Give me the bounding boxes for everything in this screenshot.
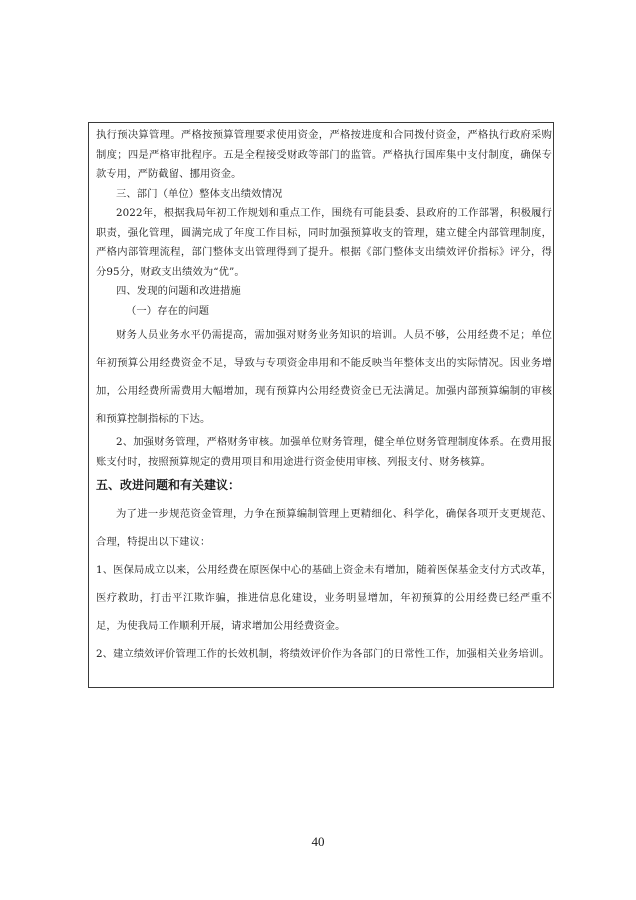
paragraph-problems: 财务人员业务水平仍需提高，需加强对财务业务知识的培训。人员不够，公用经费不足；单位年初预算公用经费资金不足，导致与专项资金串用和不能反映当年整体支出的实际情况。因业务增加，公用经费所需费用大幅增加，现有预算内公用经费资金已无法满足。加强内部预算编制的审核和预算控制指标的下达。 xyxy=(96,329,552,425)
document-body xyxy=(96,126,552,668)
paragraph-performance: 2022年，根据我局年初工作规划和重点工作，围绕有可能县委、县政府的工作部署，积极履行职责，强化管理，圆满完成了年度工作目标，同时加强预算收支的管理，建立健全内部管理制度，严格内部管理流程，部门整体支出管理得到了提升。根据《部门整体支出绩效评价指标》评分，得分95分，财政支出绩效为“优”。 xyxy=(96,207,552,278)
paragraph-financial-management: 2、加强财务管理，严格财务审核。加强单位财务管理，健全单位财务管理制度体系。在费用报账支付时，按照预算规定的费用项目和用途进行资金使用审核、列报支付、财务核算。 xyxy=(96,436,552,468)
heading-section-3: 三、部门（单位）整体支出绩效情况 xyxy=(116,187,283,200)
paragraph-budget-execution: 执行预决算管理。严格按预算管理要求使用资金，严格按进度和合同拨付资金，严格执行政府采购制度；四是严格审批程序。五是全程接受财政等部门的监管。严格执行国库集中支付制度，确保专款专用，严防截留、挪用资金。 xyxy=(96,129,552,180)
heading-section-4: 四、发现的问题和改进措施 xyxy=(116,285,241,297)
heading-section-5: 五、改进问题和有关建议： xyxy=(96,478,241,492)
paragraph-suggestion-2: 2、建立绩效评价管理工作的长效机制，将绩效评价作为各部门的日常性工作，加强相关业务培训。 xyxy=(96,648,550,660)
paragraph-suggestion-1: 1、医保局成立以来，公用经费在原医保中心的基础上资金未有增加，随着医保基金支付方式改革，医疗救助，打击平江欺诈骗，推进信息化建设，业务明显增加，年初预算的公用经费已经严重不足，为使我局工作顺利开展，请求增加公用经费资金。 xyxy=(96,564,552,632)
heading-subsection-problems: （一）存在的问题 xyxy=(126,304,210,317)
page-number: 40 xyxy=(311,834,325,849)
paragraph-suggestion-intro: 为了进一步规范资金管理，力争在预算编制管理上更精细化、科学化，确保各项开支更规范、合理，特提出以下建议： xyxy=(96,508,552,548)
